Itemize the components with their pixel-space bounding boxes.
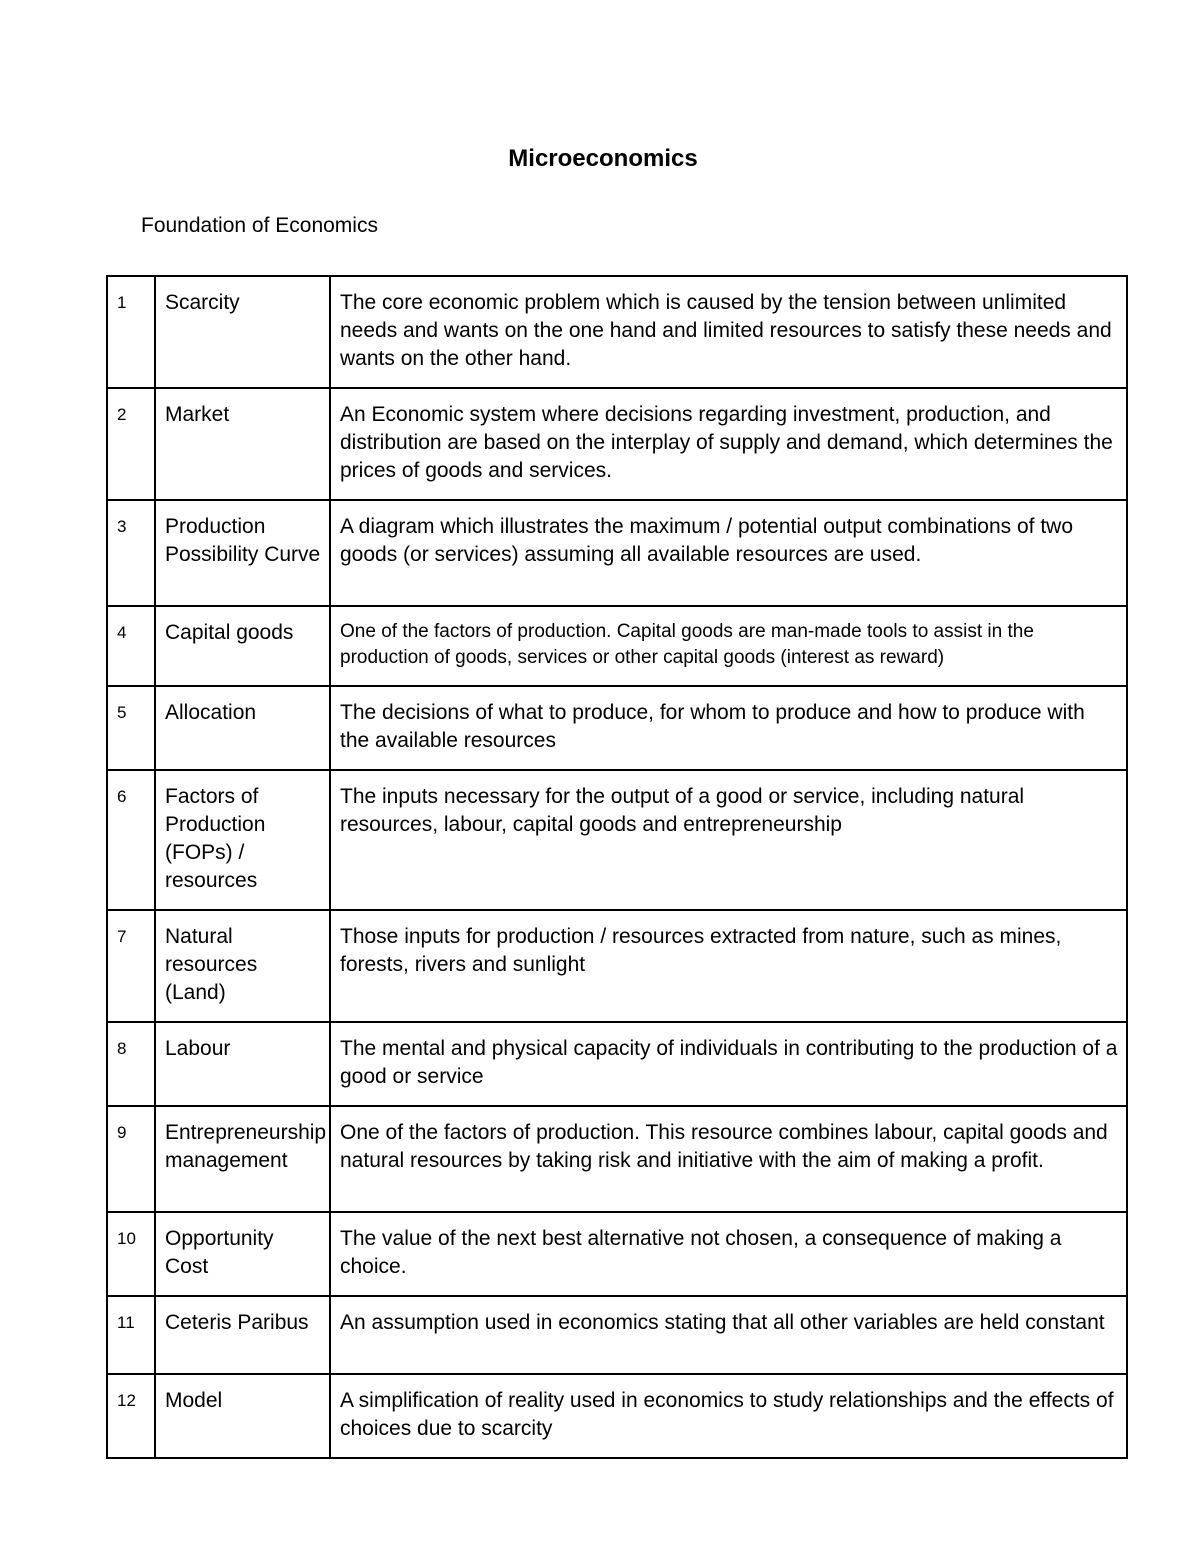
- definition-cell: A simplification of reality used in economics to study relationships and the effects of choices due to scarcity: [330, 1374, 1127, 1458]
- row-number: 5: [107, 686, 155, 770]
- definition-cell: One of the factors of production. Capital goods are man-made tools to assist in the production of goods, services or other capital goods (interest as reward): [330, 606, 1127, 686]
- definition-cell: The value of the next best alternative not chosen, a consequence of making a choice.: [330, 1212, 1127, 1296]
- term-cell: Entrepreneurship management: [155, 1106, 330, 1212]
- term-cell: Natural resources (Land): [155, 910, 330, 1022]
- table-row: [107, 686, 1127, 770]
- term-cell: Scarcity: [155, 276, 330, 388]
- term-cell: Opportunity Cost: [155, 1212, 330, 1296]
- row-number: 9: [107, 1106, 155, 1212]
- table-row: [107, 276, 1127, 388]
- table-row: [107, 1374, 1127, 1458]
- term-cell: Ceteris Paribus: [155, 1296, 330, 1374]
- table-row: [107, 1106, 1127, 1212]
- definition-cell: An assumption used in economics stating that all other variables are held constant: [330, 1296, 1127, 1374]
- term-cell: Labour: [155, 1022, 330, 1106]
- definition-cell: An Economic system where decisions regarding investment, production, and distribution are based on the interplay of supply and demand, which determines the prices of goods and services.: [330, 388, 1127, 500]
- term-cell: Model: [155, 1374, 330, 1458]
- term-cell: Allocation: [155, 686, 330, 770]
- definition-cell: The decisions of what to produce, for whom to produce and how to produce with the available resources: [330, 686, 1127, 770]
- definition-cell: One of the factors of production. This resource combines labour, capital goods and natural resources by taking risk and initiative with the aim of making a profit.: [330, 1106, 1127, 1212]
- definition-cell: The core economic problem which is caused by the tension between unlimited needs and wants on the one hand and limited resources to satisfy these needs and wants on the other hand.: [330, 276, 1127, 388]
- row-number: 1: [107, 276, 155, 388]
- page-title: Microeconomics: [508, 145, 698, 172]
- table-row: [107, 1022, 1127, 1106]
- row-number: 4: [107, 606, 155, 686]
- term-cell: Production Possibility Curve: [155, 500, 330, 606]
- term-cell: Factors of Production (FOPs) / resources: [155, 770, 330, 910]
- table-row: [107, 388, 1127, 500]
- row-number: 6: [107, 770, 155, 910]
- table-row: [107, 606, 1127, 686]
- row-number: 8: [107, 1022, 155, 1106]
- row-number: 12: [107, 1374, 155, 1458]
- table-row: [107, 500, 1127, 606]
- row-number: 10: [107, 1212, 155, 1296]
- glossary-table: [106, 275, 1128, 1459]
- row-number: 7: [107, 910, 155, 1022]
- table-row: [107, 1212, 1127, 1296]
- term-cell: Capital goods: [155, 606, 330, 686]
- table-row: [107, 770, 1127, 910]
- section-heading: Foundation of Economics: [141, 214, 378, 237]
- definition-cell: The inputs necessary for the output of a good or service, including natural resources, labour, capital goods and entrepreneurship: [330, 770, 1127, 910]
- definition-cell: The mental and physical capacity of individuals in contributing to the production of a good or service: [330, 1022, 1127, 1106]
- table-row: [107, 1296, 1127, 1374]
- definition-cell: A diagram which illustrates the maximum / potential output combinations of two goods (or services) assuming all available resources are used.: [330, 500, 1127, 606]
- definition-cell: Those inputs for production / resources extracted from nature, such as mines, forests, rivers and sunlight: [330, 910, 1127, 1022]
- term-cell: Market: [155, 388, 330, 500]
- table-row: [107, 910, 1127, 1022]
- row-number: 3: [107, 500, 155, 606]
- row-number: 11: [107, 1296, 155, 1374]
- row-number: 2: [107, 388, 155, 500]
